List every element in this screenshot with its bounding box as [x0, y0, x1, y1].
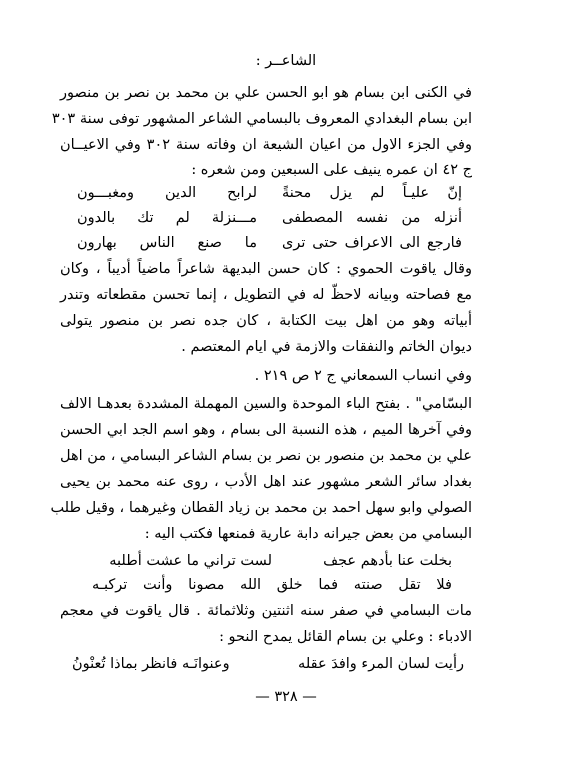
poem-2-verse-2: فلا تقل صنته فما خلق الله مصونا وأنت تركبـه: [92, 577, 452, 593]
paragraph-1-line-1: في الكنى ابن بسام هو ابو الحسن علي بن محمد بن نصر بن منصور: [60, 85, 472, 101]
poem-1-verse-3-second: ما صنع الناس بهارون: [77, 235, 257, 251]
paragraph-4-line-5: الصولي وابو سهل احمد بن محمد بن زياد القطان وغيرهما ، وقيل طلب: [50, 500, 472, 516]
page-number: — ٣٢٨ —: [255, 689, 317, 705]
paragraph-2-line-4: ديوان الخاتم والنفقات والازمة في ايام المعتصم .: [181, 339, 472, 355]
poem-1-verse-1-second: لرابح الدين ومغبـــون: [77, 185, 257, 201]
paragraph-2-line-2: مع فصاحته وبيانه لاحظّ له في التطويل ، إنما تحسن مقطعاته وتندر: [60, 287, 472, 303]
section-heading: الشاعــر :: [255, 53, 317, 69]
poem-1-verse-2-first: أنزله من نفسه المصطفى: [282, 210, 462, 226]
paragraph-4-line-3: علي بن محمد بن منصور بن نصر بن بسام الشاعر البسامي ، من اهل: [60, 448, 472, 464]
poem-2-verse-1-second: لست تراني ما عشت أطلبه: [109, 553, 272, 569]
poem-1-verse-1-first: إنّ عليـاً لم يزل محنةً: [282, 185, 462, 201]
paragraph-4-line-4: بغداد سائر الشعر مشهور عند اهل الأدب ، روى عنه محمد بن يحيى: [60, 474, 472, 490]
poem-1-verse-2-second: مـــنزلة لم تك بالدون: [77, 210, 257, 226]
paragraph-1-line-3: وفي الجزء الاول من اعيان الشيعة ان وفاته سنة ٣٠٢ وفي الاعيــان: [60, 137, 472, 153]
poem-3-first: رأيت لسان المرء وافدَ عقله: [298, 656, 464, 672]
paragraph-1-line-4: ج ٤٢ ان عمره ينيف على السبعين ومن شعره :: [191, 162, 472, 178]
paragraph-5-line-1: مات البسامي في صفر سنه اثنتين وثلاثمائة . قال ياقوت في معجم: [60, 603, 472, 619]
paragraph-1-line-2: ابن بسام البغدادي المعروف بالبسامي الشاعر المشهور توفى سنة ٣٠٣: [51, 111, 472, 127]
poem-1-verse-3-first: فارجع الى الاعراف حتى ترى: [282, 235, 462, 251]
paragraph-4-line-2: وفي آخرها الميم ، هذه النسبة الى بسام ، وهو اسم الجد ابي الحسن: [60, 422, 472, 438]
poem-3-second: وعنوانَـه فانظر بماذا تُعنْونُ: [72, 656, 230, 672]
paragraph-2-line-3: أبياته وهو من اهل بيت الكتابة ، كان جده نصر بن منصور يتولى: [60, 313, 472, 329]
paragraph-3: وفي انساب السمعاني ج ٢ ص ٢١٩ .: [254, 368, 472, 384]
paragraph-4-line-1: البسّامي" . بفتح الباء الموحدة والسين المهملة المشددة بعدهـا الالف: [60, 396, 472, 412]
paragraph-5-line-2: الادباء : وعلي بن بسام القائل يمدح النحو :: [219, 629, 472, 645]
poem-2-verse-1-first: بخلت عنا بأدهم عجف: [323, 553, 452, 569]
paragraph-4-line-6: البسامي من بعض جيرانه دابة عارية فمنعها فكتب اليه :: [144, 526, 472, 542]
paragraph-2-line-1: وقال ياقوت الحموي : كان حسن البديهة شاعراً ماضياً أديباً ، وكان: [60, 261, 472, 277]
